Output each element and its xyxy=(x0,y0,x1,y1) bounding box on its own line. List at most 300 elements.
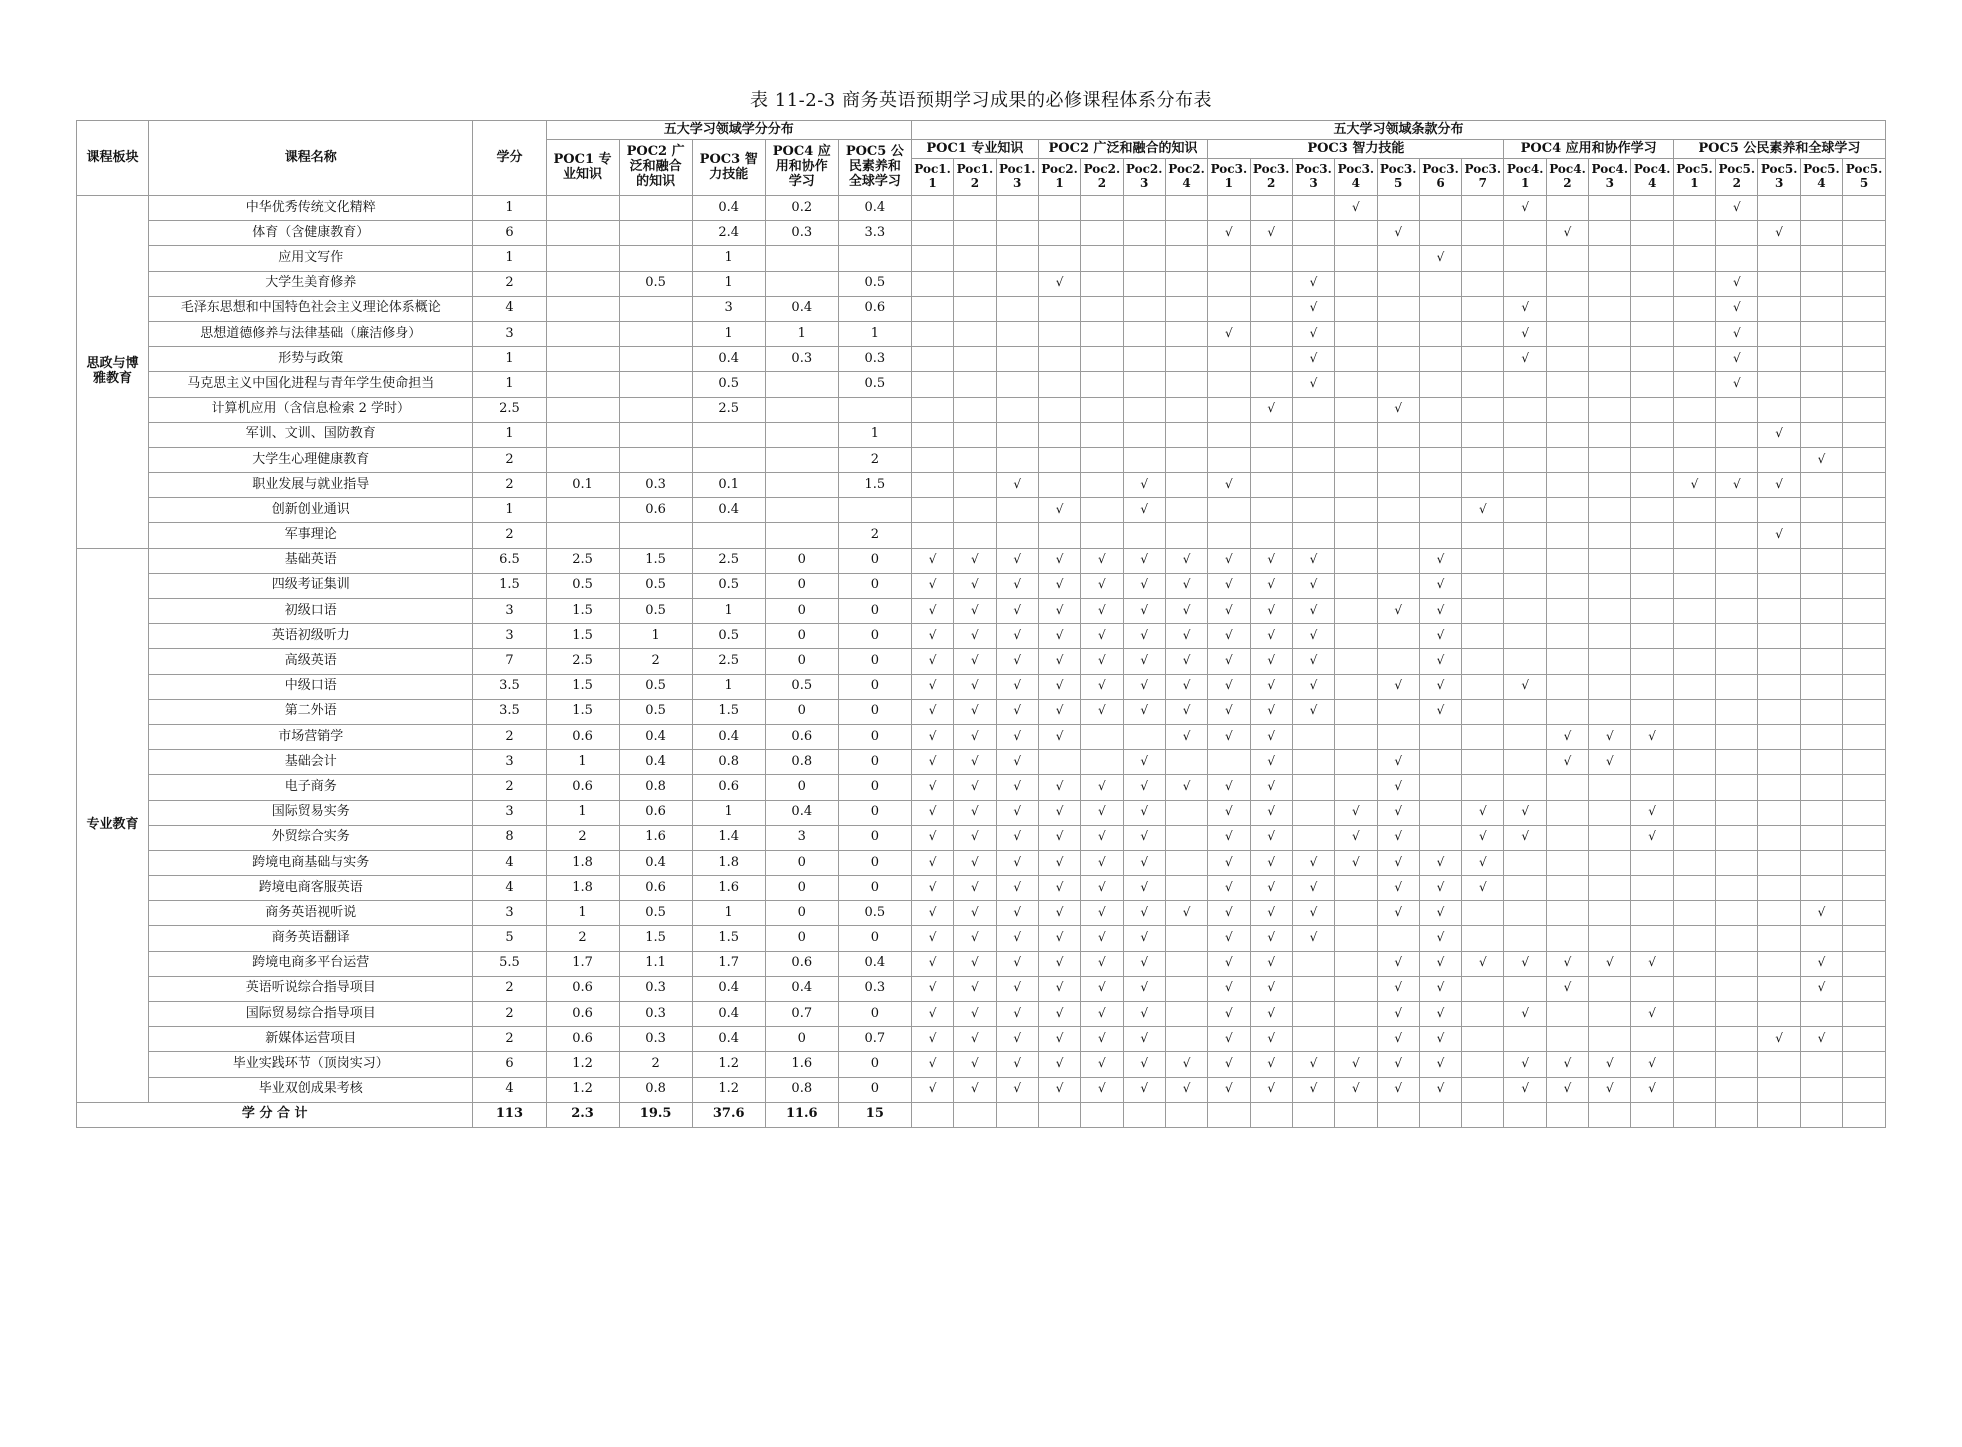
check-mark: √ xyxy=(1394,980,1402,995)
clause-cell xyxy=(1377,926,1419,951)
poc-credit-cell: 0.8 xyxy=(692,750,765,775)
clause-cell xyxy=(1843,926,1886,951)
clause-cell xyxy=(1123,221,1165,246)
clause-cell xyxy=(1335,926,1377,951)
course-name-cell: 思想道德修养与法律基础（廉洁修身） xyxy=(149,321,473,346)
poc-credit-cell: 1 xyxy=(546,750,619,775)
clause-cell xyxy=(1123,1052,1165,1077)
check-mark: √ xyxy=(971,1056,979,1070)
clause-cell xyxy=(1335,523,1377,548)
clause-cell xyxy=(1546,422,1588,447)
clause-cell xyxy=(1335,447,1377,472)
check-mark: √ xyxy=(1478,955,1487,970)
check-mark: √ xyxy=(1225,1081,1233,1096)
clause-cell xyxy=(1589,750,1631,775)
check-mark: √ xyxy=(1055,275,1064,290)
clause-cell xyxy=(996,599,1038,624)
check-mark: √ xyxy=(1055,980,1064,995)
check-mark: √ xyxy=(928,980,937,995)
clause-cell xyxy=(911,422,953,447)
table-row xyxy=(77,372,1886,397)
clause-cell xyxy=(1081,775,1123,800)
clause-cell xyxy=(1800,498,1842,523)
header-clause-col: Poc4. 2 xyxy=(1546,159,1588,196)
clause-cell xyxy=(1631,271,1673,296)
table-row xyxy=(77,1002,1886,1027)
poc-credit-cell: 1 xyxy=(838,321,911,346)
table-row xyxy=(77,624,1886,649)
clause-cell xyxy=(1165,548,1207,573)
clause-cell xyxy=(1462,422,1504,447)
check-mark: √ xyxy=(1309,854,1318,869)
table-row xyxy=(77,523,1886,548)
clause-cell xyxy=(1546,473,1588,498)
check-mark: √ xyxy=(971,1081,979,1096)
clause-cell xyxy=(1462,926,1504,951)
clause-cell xyxy=(911,624,953,649)
poc-credit-cell: 3.3 xyxy=(838,221,911,246)
poc-credit-cell: 0.6 xyxy=(546,724,619,749)
check-mark: √ xyxy=(1394,1056,1402,1070)
header-course: 课程名称 xyxy=(149,121,473,196)
course-name-cell: 军训、文训、国防教育 xyxy=(149,422,473,447)
check-mark: √ xyxy=(1140,476,1149,491)
clause-cell xyxy=(1673,473,1715,498)
clause-cell xyxy=(1377,296,1419,321)
clause-cell xyxy=(1631,800,1673,825)
clause-cell xyxy=(1208,825,1250,850)
clause-cell xyxy=(1800,599,1842,624)
clause-cell xyxy=(996,1052,1038,1077)
clause-cell xyxy=(1208,473,1250,498)
clause-cell xyxy=(911,951,953,976)
check-mark: √ xyxy=(1098,552,1106,567)
check-mark: √ xyxy=(1055,1081,1064,1096)
clause-cell xyxy=(1038,296,1080,321)
header-clause-col: Poc2. 2 xyxy=(1081,159,1123,196)
clause-cell xyxy=(1292,523,1334,548)
clause-cell xyxy=(1165,775,1207,800)
credits-cell: 5.5 xyxy=(473,951,546,976)
clause-cell xyxy=(1208,850,1250,875)
clause-cell xyxy=(1165,850,1207,875)
clause-cell xyxy=(996,624,1038,649)
poc-credit-cell: 0 xyxy=(765,573,838,598)
clause-cell xyxy=(1038,1052,1080,1077)
clause-cell xyxy=(1504,271,1546,296)
credits-cell: 1 xyxy=(473,372,546,397)
clause-cell xyxy=(1843,825,1886,850)
header-clause-group-label: POC5 公民素养和全球学习 xyxy=(1673,140,1885,159)
check-mark: √ xyxy=(1267,703,1275,718)
check-mark: √ xyxy=(1394,1005,1402,1020)
total-clause-cell xyxy=(1419,1102,1461,1127)
clause-cell xyxy=(1377,724,1419,749)
check-mark: √ xyxy=(928,602,937,617)
poc-credit-cell: 0.7 xyxy=(765,1002,838,1027)
clause-cell xyxy=(1123,196,1165,221)
poc-credit-cell: 0.5 xyxy=(619,573,692,598)
clause-cell xyxy=(1462,523,1504,548)
check-mark: √ xyxy=(1648,1005,1656,1020)
clause-cell xyxy=(1631,674,1673,699)
poc-credit-cell xyxy=(619,372,692,397)
check-mark: √ xyxy=(1098,1030,1106,1045)
clause-cell xyxy=(1673,599,1715,624)
clause-cell xyxy=(1250,775,1292,800)
clause-cell xyxy=(996,825,1038,850)
clause-cell xyxy=(911,1002,953,1027)
check-mark: √ xyxy=(1013,577,1022,592)
poc-credit-cell xyxy=(619,246,692,271)
clause-cell xyxy=(1843,221,1886,246)
check-mark: √ xyxy=(1055,627,1064,642)
check-mark: √ xyxy=(1140,904,1149,919)
check-mark: √ xyxy=(1817,451,1826,466)
clause-cell xyxy=(954,221,996,246)
header-credit-col: POC5 公民素养和全球学习 xyxy=(838,140,911,196)
check-mark: √ xyxy=(1690,476,1699,491)
header-clause-col: Poc3. 1 xyxy=(1208,159,1250,196)
poc-credit-cell: 0.4 xyxy=(765,976,838,1001)
poc-credit-cell xyxy=(546,271,619,296)
poc-credit-cell: 1.5 xyxy=(619,548,692,573)
check-mark: √ xyxy=(1394,602,1402,617)
clause-cell xyxy=(1377,775,1419,800)
clause-cell xyxy=(1716,498,1758,523)
header-clause-col: Poc3. 4 xyxy=(1335,159,1377,196)
clause-cell xyxy=(1123,649,1165,674)
poc-credit-cell: 0 xyxy=(765,775,838,800)
clause-cell xyxy=(1419,825,1461,850)
check-mark: √ xyxy=(971,930,979,945)
clause-cell xyxy=(1673,1052,1715,1077)
poc-credit-cell: 1.7 xyxy=(692,951,765,976)
clause-cell xyxy=(1631,221,1673,246)
clause-cell xyxy=(1208,271,1250,296)
clause-cell xyxy=(1800,1027,1842,1052)
clause-cell xyxy=(1800,447,1842,472)
total-credits: 113 xyxy=(473,1102,546,1127)
check-mark: √ xyxy=(928,577,937,592)
poc-credit-cell xyxy=(619,296,692,321)
clause-cell xyxy=(1673,321,1715,346)
clause-cell xyxy=(1419,447,1461,472)
poc-credit-cell: 0.6 xyxy=(546,775,619,800)
clause-cell xyxy=(1419,750,1461,775)
clause-cell xyxy=(1631,498,1673,523)
poc-credit-cell: 0 xyxy=(765,624,838,649)
clause-cell xyxy=(1081,246,1123,271)
clause-cell xyxy=(911,825,953,850)
clause-cell xyxy=(1758,825,1800,850)
check-mark: √ xyxy=(1267,753,1275,768)
clause-cell xyxy=(1716,926,1758,951)
clause-cell xyxy=(1377,498,1419,523)
check-mark: √ xyxy=(1013,1081,1022,1096)
check-mark: √ xyxy=(1267,829,1275,844)
clause-cell xyxy=(1631,699,1673,724)
course-name-cell: 形势与政策 xyxy=(149,347,473,372)
check-mark: √ xyxy=(1267,980,1275,995)
poc-credit-cell: 0.5 xyxy=(619,901,692,926)
check-mark: √ xyxy=(1436,879,1445,894)
check-mark: √ xyxy=(1055,703,1064,718)
clause-cell xyxy=(1631,901,1673,926)
clause-cell xyxy=(1165,901,1207,926)
clause-cell xyxy=(1843,498,1886,523)
clause-cell xyxy=(1800,699,1842,724)
poc-credit-cell: 0.3 xyxy=(619,1027,692,1052)
clause-cell xyxy=(1716,775,1758,800)
clause-cell xyxy=(1038,1077,1080,1102)
check-mark: √ xyxy=(928,653,937,667)
clause-cell xyxy=(1800,221,1842,246)
clause-cell xyxy=(1800,271,1842,296)
check-mark: √ xyxy=(971,804,979,819)
clause-cell xyxy=(1716,1052,1758,1077)
clause-cell xyxy=(1038,649,1080,674)
clause-cell xyxy=(1335,850,1377,875)
clause-cell xyxy=(1419,548,1461,573)
clause-cell xyxy=(996,926,1038,951)
clause-cell xyxy=(1546,573,1588,598)
clause-cell xyxy=(1716,246,1758,271)
clause-cell xyxy=(911,523,953,548)
credits-cell: 4 xyxy=(473,296,546,321)
clause-cell xyxy=(1165,422,1207,447)
clause-cell xyxy=(1504,599,1546,624)
segment-cell: 专业教育 xyxy=(77,548,149,1102)
clause-cell xyxy=(1208,624,1250,649)
clause-cell xyxy=(1250,649,1292,674)
clause-cell xyxy=(1546,876,1588,901)
clause-cell xyxy=(1673,296,1715,321)
poc-credit-cell: 0.3 xyxy=(619,1002,692,1027)
clause-cell xyxy=(1081,724,1123,749)
poc-credit-cell xyxy=(765,397,838,422)
poc-credit-cell xyxy=(619,397,692,422)
clause-cell xyxy=(1419,296,1461,321)
clause-cell xyxy=(911,1077,953,1102)
check-mark: √ xyxy=(1309,904,1318,919)
total-poc-credit: 15 xyxy=(838,1102,911,1127)
clause-cell xyxy=(1377,321,1419,346)
clause-cell xyxy=(1546,750,1588,775)
clause-cell xyxy=(1589,926,1631,951)
check-mark: √ xyxy=(1225,653,1233,667)
clause-cell xyxy=(1081,1002,1123,1027)
clause-cell xyxy=(1335,724,1377,749)
total-clause-cell xyxy=(1335,1102,1377,1127)
clause-cell xyxy=(1758,699,1800,724)
poc-credit-cell: 0.8 xyxy=(619,775,692,800)
table-row xyxy=(77,271,1886,296)
check-mark: √ xyxy=(928,854,937,869)
clause-cell xyxy=(1504,422,1546,447)
clause-cell xyxy=(1377,750,1419,775)
course-name-cell: 计算机应用（含信息检索 2 学时） xyxy=(149,397,473,422)
check-mark: √ xyxy=(1648,728,1656,743)
clause-cell xyxy=(996,573,1038,598)
check-mark: √ xyxy=(1267,904,1275,919)
poc-credit-cell: 2 xyxy=(838,447,911,472)
clause-cell xyxy=(1123,296,1165,321)
clause-cell xyxy=(1208,724,1250,749)
clause-cell xyxy=(1377,674,1419,699)
poc-credit-cell: 1.8 xyxy=(546,850,619,875)
check-mark: √ xyxy=(1098,904,1106,919)
clause-cell xyxy=(1335,548,1377,573)
clause-cell xyxy=(1631,246,1673,271)
clause-cell xyxy=(954,1077,996,1102)
clause-cell xyxy=(1716,321,1758,346)
total-clause-cell xyxy=(1377,1102,1419,1127)
clause-cell xyxy=(1335,1077,1377,1102)
clause-cell xyxy=(1292,1002,1334,1027)
clause-cell xyxy=(1758,750,1800,775)
clause-cell xyxy=(1546,447,1588,472)
clause-cell xyxy=(1123,473,1165,498)
clause-cell xyxy=(1377,599,1419,624)
clause-cell xyxy=(911,321,953,346)
check-mark: √ xyxy=(1098,602,1106,617)
clause-cell xyxy=(1758,221,1800,246)
clause-cell xyxy=(1546,825,1588,850)
clause-cell xyxy=(1843,624,1886,649)
clause-cell xyxy=(1335,372,1377,397)
clause-cell xyxy=(1462,1002,1504,1027)
clause-cell xyxy=(996,850,1038,875)
clause-cell xyxy=(1843,850,1886,875)
clause-cell xyxy=(1843,976,1886,1001)
table-row xyxy=(77,800,1886,825)
clause-cell xyxy=(1758,775,1800,800)
clause-cell xyxy=(1800,649,1842,674)
check-mark: √ xyxy=(1140,1081,1149,1096)
clause-cell xyxy=(1038,876,1080,901)
clause-cell xyxy=(1123,775,1165,800)
check-mark: √ xyxy=(1732,275,1741,290)
clause-cell xyxy=(1504,347,1546,372)
clause-cell xyxy=(1800,321,1842,346)
total-clause-cell xyxy=(1631,1102,1673,1127)
clause-cell xyxy=(1123,548,1165,573)
clause-cell xyxy=(1123,724,1165,749)
check-mark: √ xyxy=(971,653,979,667)
clause-cell xyxy=(1546,1077,1588,1102)
clause-cell xyxy=(1462,674,1504,699)
poc-credit-cell: 0.3 xyxy=(838,976,911,1001)
poc-credit-cell: 0.5 xyxy=(692,372,765,397)
check-mark: √ xyxy=(971,552,979,567)
clause-cell xyxy=(1589,951,1631,976)
clause-cell xyxy=(1631,1002,1673,1027)
clause-cell xyxy=(1462,347,1504,372)
clause-cell xyxy=(1335,1002,1377,1027)
check-mark: √ xyxy=(928,955,937,970)
poc-credit-cell: 1.1 xyxy=(619,951,692,976)
check-mark: √ xyxy=(1055,879,1064,894)
clause-cell xyxy=(1292,473,1334,498)
clause-cell xyxy=(1546,926,1588,951)
poc-credit-cell xyxy=(765,523,838,548)
check-mark: √ xyxy=(1648,955,1656,970)
check-mark: √ xyxy=(1436,1056,1445,1070)
clause-cell xyxy=(1589,347,1631,372)
clause-cell xyxy=(1673,951,1715,976)
clause-cell xyxy=(1038,1002,1080,1027)
clause-cell xyxy=(1843,649,1886,674)
check-mark: √ xyxy=(1309,1081,1318,1096)
check-mark: √ xyxy=(1436,602,1445,617)
check-mark: √ xyxy=(1605,728,1614,743)
clause-cell xyxy=(1843,876,1886,901)
check-mark: √ xyxy=(1267,778,1275,793)
poc-credit-cell: 0.5 xyxy=(692,573,765,598)
clause-cell xyxy=(1335,674,1377,699)
check-mark: √ xyxy=(928,930,937,945)
course-name-cell: 国际贸易综合指导项目 xyxy=(149,1002,473,1027)
clause-cell xyxy=(1123,1002,1165,1027)
clause-cell xyxy=(1250,221,1292,246)
check-mark: √ xyxy=(971,1030,979,1045)
credits-cell: 6 xyxy=(473,1052,546,1077)
poc-credit-cell xyxy=(619,523,692,548)
clause-cell xyxy=(1377,246,1419,271)
clause-cell xyxy=(1631,951,1673,976)
check-mark: √ xyxy=(1225,552,1233,567)
poc-credit-cell: 1.8 xyxy=(546,876,619,901)
check-mark: √ xyxy=(1732,350,1741,365)
clause-cell xyxy=(1250,372,1292,397)
table-row xyxy=(77,498,1886,523)
clause-cell xyxy=(1335,775,1377,800)
clause-cell xyxy=(1589,397,1631,422)
clause-cell xyxy=(1800,347,1842,372)
clause-cell xyxy=(954,473,996,498)
check-mark: √ xyxy=(1267,552,1275,567)
clause-cell xyxy=(1504,876,1546,901)
clause-cell xyxy=(1843,674,1886,699)
clause-cell xyxy=(954,498,996,523)
clause-cell xyxy=(1208,523,1250,548)
check-mark: √ xyxy=(1775,224,1783,239)
clause-cell xyxy=(1292,347,1334,372)
clause-cell xyxy=(1631,548,1673,573)
check-mark: √ xyxy=(1732,375,1741,390)
check-mark: √ xyxy=(971,778,979,793)
poc-credit-cell: 1.2 xyxy=(692,1077,765,1102)
poc-credit-cell: 1.6 xyxy=(692,876,765,901)
clause-cell xyxy=(1123,397,1165,422)
check-mark: √ xyxy=(1436,627,1445,642)
clause-cell xyxy=(1038,800,1080,825)
clause-cell xyxy=(1546,649,1588,674)
clause-cell xyxy=(1250,523,1292,548)
check-mark: √ xyxy=(1182,728,1191,743)
check-mark: √ xyxy=(1521,350,1529,365)
clause-cell xyxy=(1377,901,1419,926)
check-mark: √ xyxy=(1394,955,1402,970)
check-mark: √ xyxy=(1098,854,1106,869)
poc-credit-cell: 0 xyxy=(765,649,838,674)
credits-cell: 1 xyxy=(473,347,546,372)
clause-cell xyxy=(996,548,1038,573)
poc-credit-cell: 0.4 xyxy=(692,498,765,523)
clause-cell xyxy=(1377,422,1419,447)
clause-cell xyxy=(1419,221,1461,246)
